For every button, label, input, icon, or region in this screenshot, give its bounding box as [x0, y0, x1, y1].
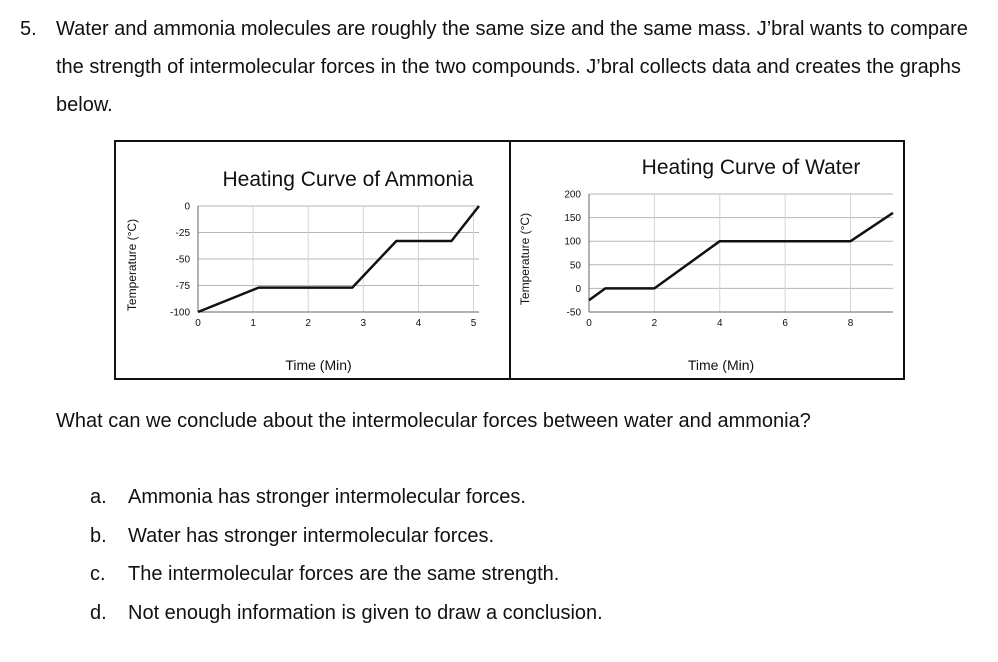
x-tick-label: 1 — [250, 318, 256, 329]
y-axis-label: Temperature (°C) — [125, 218, 139, 312]
choice-d[interactable] — [90, 594, 603, 633]
x-tick-label: 4 — [716, 318, 723, 329]
y-tick-label: -100 — [169, 307, 190, 319]
x-tick-label: 3 — [360, 318, 367, 329]
y-tick-label: 0 — [184, 201, 190, 213]
water-heating-curve-chart — [511, 142, 903, 377]
question-text: Water and ammonia molecules are roughly the same size and the same mass. J’bral wants to compare the strength of intermolecular forces in the two compounds. J’bral collects data and creates the graphs below. — [56, 18, 968, 116]
y-axis-label: Temperature (°C) — [518, 212, 532, 306]
x-tick-label: 2 — [305, 318, 311, 329]
heating-curve-line — [589, 213, 893, 300]
choice-letter: d. — [90, 601, 107, 624]
x-tick-label: 8 — [847, 318, 854, 329]
y-tick-label: 200 — [564, 189, 581, 201]
choice-text: Not enough information is given to draw a conclusion. — [128, 601, 603, 624]
y-tick-label: -25 — [175, 228, 190, 239]
water-chart-panel — [511, 142, 903, 378]
question-prompt: What can we conclude about the intermolecular forces between water and ammonia? — [56, 410, 811, 432]
y-tick-label: 150 — [564, 213, 581, 225]
graphs-figure — [114, 140, 905, 380]
x-tick-label: 6 — [782, 318, 788, 329]
x-tick-label: 0 — [195, 318, 201, 329]
choice-b[interactable] — [90, 517, 603, 556]
y-tick-label: 50 — [569, 260, 581, 272]
x-axis-label: Time (Min) — [285, 357, 352, 373]
chart-title: Heating Curve of Ammonia — [222, 168, 474, 191]
y-tick-label: -50 — [566, 307, 581, 319]
choice-text: Ammonia has stronger intermolecular forces. — [128, 486, 526, 508]
answer-choices — [90, 478, 603, 632]
x-axis-label: Time (Min) — [687, 357, 755, 373]
choice-letter: a. — [90, 486, 107, 508]
ammonia-chart-panel — [116, 142, 511, 378]
choice-letter: c. — [90, 563, 106, 585]
x-tick-label: 2 — [651, 318, 658, 329]
choice-a[interactable] — [90, 478, 603, 517]
choice-text: The intermolecular forces are the same strength. — [128, 563, 560, 585]
x-tick-label: 5 — [470, 318, 477, 329]
question-number: 5. — [20, 18, 37, 40]
x-tick-label: 0 — [586, 318, 592, 329]
y-tick-label: 0 — [575, 283, 581, 295]
y-tick-label: 100 — [564, 236, 581, 248]
choice-c[interactable] — [90, 555, 603, 594]
y-tick-label: -50 — [175, 254, 190, 266]
ammonia-heating-curve-chart — [116, 142, 509, 377]
x-tick-label: 4 — [415, 318, 422, 329]
choice-text: Water has stronger intermolecular forces. — [128, 524, 495, 547]
chart-title: Heating Curve of Water — [641, 156, 861, 179]
choice-letter: b. — [90, 524, 107, 547]
y-tick-label: -75 — [175, 281, 190, 292]
